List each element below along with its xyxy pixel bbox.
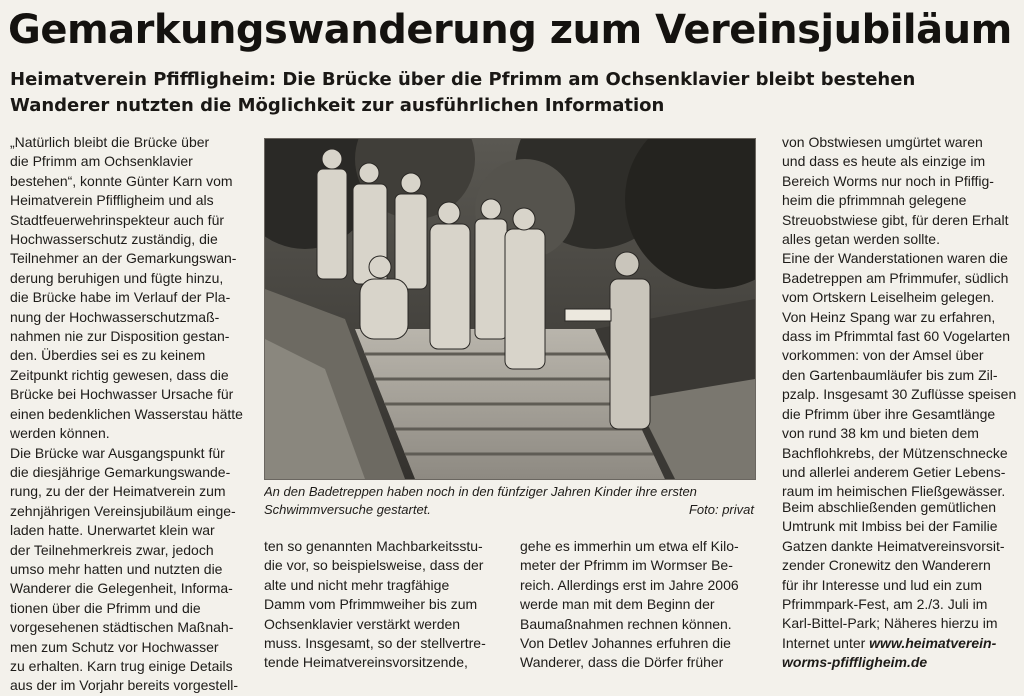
text-line: einen bedenklichen Wasserstau hätte xyxy=(10,405,243,422)
text-line: Bachflohkrebs, der Mützenschnecke xyxy=(782,444,1008,461)
text-line: Wanderer, dass die Dörfer früher xyxy=(520,654,724,671)
text-line: nahmen nie zur Disposition gestan- xyxy=(10,328,230,345)
text-line: nung der Hochwasserschutzmaß- xyxy=(10,308,220,325)
text-line: rung, zu der der Heimatverein zum xyxy=(10,483,226,500)
text-line: Hochwasserschutz zuständig, die xyxy=(10,231,218,248)
text-line: muss. Insgesamt, so der stellvertre- xyxy=(264,635,486,652)
text-line: Umtrunk mit Imbiss bei der Familie xyxy=(782,518,998,535)
text-line: Beim abschließenden gemütlichen xyxy=(782,499,997,515)
closing-paragraph xyxy=(782,498,1018,653)
text-line: Heimatverein Pfiffligheim und als xyxy=(10,192,214,209)
text-line: die diesjährige Gemarkungswande- xyxy=(10,463,231,480)
text-line: dass im Pfrimmtal fast 60 Vogelarten xyxy=(782,328,1010,345)
text-line: von rund 38 km und bieten dem xyxy=(782,425,979,442)
text-line: Ochsenklavier verstärkt werden xyxy=(264,615,461,632)
text-line: aus der im Vorjahr bereits vorgestell- xyxy=(10,677,238,694)
text-line: für ihr Interesse und lud ein zum xyxy=(782,576,982,593)
article-headline: Gemarkungswanderung zum Vereinsjubiläum xyxy=(8,7,1012,53)
web-link[interactable]: www.heimatverein- xyxy=(869,634,997,651)
text-line: zehnjährigen Vereinsjubiläum einge- xyxy=(10,502,236,519)
text-line: derung beruhigen und fügte hinzu, xyxy=(10,269,224,286)
text-line: Gatzen dankte Heimatvereinsvorsit- xyxy=(782,537,1005,554)
text-line: zender Cronewitz den Wanderern xyxy=(782,557,991,574)
text-line: den Gartenbaumläufer bis zum Zil- xyxy=(782,366,998,383)
text-line: tende Heimatvereinsvorsitzende, xyxy=(264,654,468,671)
text-line: Eine der Wanderstationen waren die xyxy=(782,250,1008,267)
text-line: ten so genannten Machbarkeitsstu- xyxy=(264,538,483,554)
text-line: Teilnehmer an der Gemarkungswan- xyxy=(10,250,237,267)
text-line: und dass es heute als einzige im xyxy=(782,153,986,170)
group-photo xyxy=(264,138,756,480)
text-line: vom Ortskern Leiselheim gelegen. xyxy=(782,289,995,306)
text-line: Karl-Bittel-Park; Näheres hierzu im xyxy=(782,615,998,632)
text-line: gehe es immerhin um etwa elf Kilo- xyxy=(520,538,739,554)
text-line: den. Überdies sei es zu keinem xyxy=(10,347,206,364)
text-line: men zum Schutz vor Hochwasser xyxy=(10,638,219,655)
text-line: zu erhalten. Karn trug einige Details xyxy=(10,657,233,674)
text-line: Wanderer die Gelegenheit, Informa- xyxy=(10,580,233,597)
text-line: werden können. xyxy=(10,425,110,442)
photo-credit: Foto: privat xyxy=(688,502,754,517)
text-line: Die Brücke war Ausgangspunkt für xyxy=(10,444,225,461)
text-line: Pfrimmpark-Fest, am 2./3. Juli im xyxy=(782,596,988,613)
text-line: „Natürlich bleibt die Brücke über xyxy=(10,134,210,150)
text-line: laden hatte. Unerwartet klein war xyxy=(10,522,215,539)
text-line: reich. Allerdings erst im Jahre 2006 xyxy=(520,576,739,593)
text-line: und allerlei anderem Getier Lebens- xyxy=(782,463,1006,480)
text-line: vorgesehenen städtischen Maßnah- xyxy=(10,619,234,636)
text-line: pzalp. Insgesamt 30 Zuflüsse speisen xyxy=(782,386,1017,403)
text-column-right-closing xyxy=(782,498,1018,673)
text-line: Streuobstwiese gibt, für deren Erhalt xyxy=(782,211,1009,228)
text-line: bestehen“, konnte Günter Karn vom xyxy=(10,172,233,189)
text-line: heim die pfrimmnah gelegene xyxy=(782,192,967,209)
text-column-left xyxy=(10,133,246,696)
text-line: Internet unter www.heimatverein- xyxy=(782,634,997,651)
caption-line: Schwimmversuche gestartet. xyxy=(264,502,431,517)
text-line: raum im heimischen Fließgewässer. xyxy=(782,483,1006,500)
photo-caption xyxy=(264,483,754,519)
text-line: von Obstwiesen umgürtet waren xyxy=(782,134,983,150)
text-line: werde man mit dem Beginn der xyxy=(520,596,715,613)
text-column-middle-2 xyxy=(520,537,757,673)
text-line: tionen über die Pfrimm und die xyxy=(10,599,201,616)
text-line: die vor, so beispielsweise, dass der xyxy=(264,557,484,574)
text-line: die Pfrimm über ihre Gesamtlänge xyxy=(782,405,996,422)
text-line: die Pfrimm am Ochsenklavier xyxy=(10,153,193,170)
text-line: Von Detlev Johannes erfuhren die xyxy=(520,635,731,652)
text-line: Badetreppen am Pfrimmufer, südlich xyxy=(782,269,1009,286)
text-line: Bereich Worms nur noch in Pfiffig- xyxy=(782,172,994,189)
text-column-right xyxy=(782,133,1018,502)
text-line: Stadtfeuerwehrinspekteur auch für xyxy=(10,211,225,228)
text-line: Von Heinz Spang war zu erfahren, xyxy=(782,308,996,325)
text-line: die Brücke habe im Verlauf der Pla- xyxy=(10,289,231,306)
text-line: der Teilnehmerkreis zwar, jedoch xyxy=(10,541,214,558)
text-line: Baumaßnahmen rechnen können. xyxy=(520,615,732,632)
caption-line: An den Badetreppen haben noch in den fünfziger Jahren Kinder ihre ersten xyxy=(264,484,697,499)
photo-illustration xyxy=(265,139,755,479)
text-line: alte und nicht mehr tragfähige xyxy=(264,576,450,593)
text-line: meter der Pfrimm im Wormser Be- xyxy=(520,557,733,574)
text-line: Damm vom Pfrimmweiher bis zum xyxy=(264,596,478,613)
article-subheadline-2: Wanderer nutzten die Möglichkeit zur ausführlichen Information xyxy=(10,95,665,116)
text-line: Zeitpunkt richtig gewesen, dass die xyxy=(10,366,229,383)
text-line: alles getan werden sollte. xyxy=(782,231,940,248)
web-link-line-2 xyxy=(782,653,1018,672)
text-line: umso mehr hatten und nutzten die xyxy=(10,560,223,577)
text-line: vorkommen: von der Amsel über xyxy=(782,347,984,364)
web-link-2[interactable]: worms-pfiffligheim.de xyxy=(782,654,928,671)
text-line: Brücke bei Hochwasser Ursache für xyxy=(10,386,234,403)
article-subheadline: Heimatverein Pfiffligheim: Die Brücke über die Pfrimm am Ochsenklavier bleibt bestehen xyxy=(10,69,916,90)
text-column-middle-1 xyxy=(264,537,501,673)
